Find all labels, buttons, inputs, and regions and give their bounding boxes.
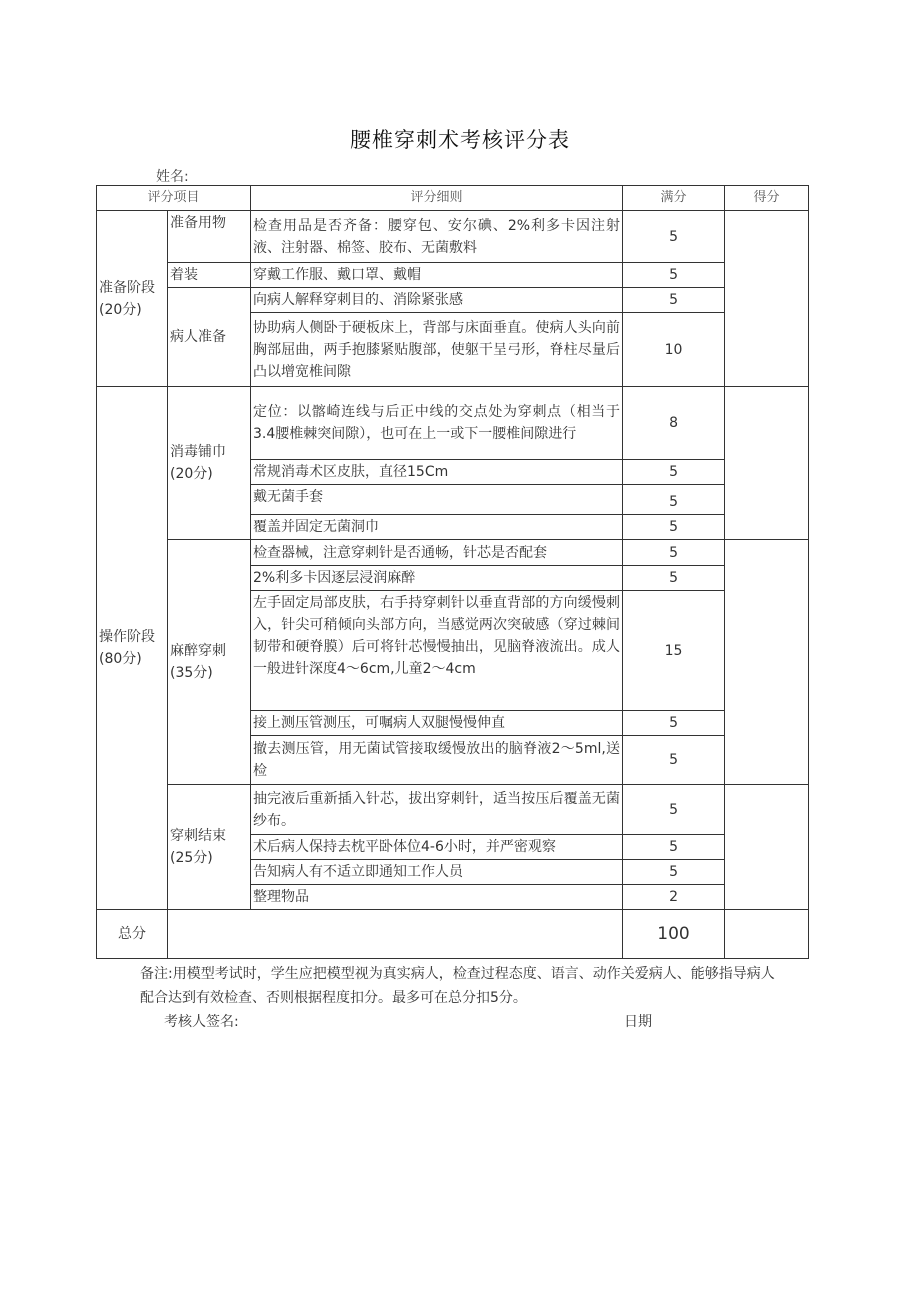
row-detail: 穿戴工作服、戴口罩、戴帽 <box>251 263 623 288</box>
row-detail: 定位：以髂崎连线与后正中线的交点处为穿刺点（相当于3.4腰椎棘突间隙），也可在上一或下一腰椎间隙进行 <box>251 387 623 460</box>
row-score: 5 <box>623 566 725 591</box>
row-score: 15 <box>623 591 725 711</box>
sub-disinfect: 消毒铺巾(20分) <box>168 387 251 540</box>
row-detail: 常规消毒术区皮肤，直径15Cm <box>251 460 623 485</box>
signer-label: 考核人签名: <box>164 1014 239 1030</box>
row-detail: 2%利多卡因逐层浸润麻醉 <box>251 566 623 591</box>
row-score: 5 <box>623 515 725 540</box>
page-title: 腰椎穿刺术考核评分表 <box>350 128 570 152</box>
stage-prep: 准备阶段(20分) <box>97 211 168 387</box>
header-got: 得分 <box>725 186 809 211</box>
header-full: 满分 <box>623 186 725 211</box>
row-score: 10 <box>623 313 725 387</box>
total-row <box>97 910 809 959</box>
row-score: 5 <box>623 785 725 835</box>
row-score: 5 <box>623 540 725 566</box>
sub-patient-prep: 病人准备 <box>168 288 251 387</box>
header-detail: 评分细则 <box>251 186 623 211</box>
sub-attire: 着装 <box>168 263 251 288</box>
table-header-row <box>97 186 809 211</box>
row-score: 5 <box>623 485 725 515</box>
row-detail: 告知病人有不适立即通知工作人员 <box>251 860 623 885</box>
row-score: 5 <box>623 835 725 860</box>
row-detail: 向病人解释穿刺目的、消除紧张感 <box>251 288 623 313</box>
row-detail: 检查器械，注意穿刺针是否通畅，针芯是否配套 <box>251 540 623 566</box>
date-label: 日期 <box>624 1014 652 1030</box>
row-score: 8 <box>623 387 725 460</box>
table-row <box>97 288 809 313</box>
table-row <box>97 785 809 835</box>
score-table <box>96 185 809 959</box>
row-score: 5 <box>623 860 725 885</box>
table-row <box>97 211 809 263</box>
stage-op: 操作阶段(80分) <box>97 387 168 910</box>
row-detail: 覆盖并固定无菌洞巾 <box>251 515 623 540</box>
got-cell-anesthesia[interactable] <box>725 540 809 785</box>
row-score: 5 <box>623 460 725 485</box>
total-got-cell[interactable] <box>725 910 809 959</box>
total-value: 100 <box>623 910 725 959</box>
row-detail: 戴无菌手套 <box>251 485 623 515</box>
table-row <box>97 387 809 460</box>
row-detail: 左手固定局部皮肤，右手持穿刺针以垂直背部的方向缓慢刺入，针尖可稍倾向头部方向，当感觉两次突破感（穿过棘间韧带和硬脊膜）后可将针芯慢慢抽出，见脑脊液流出。成人一般进针深度4〜6cm,儿童2〜4cm <box>251 591 623 711</box>
row-detail: 整理物品 <box>251 885 623 910</box>
row-detail: 接上测压管测压，可嘱病人双腿慢慢伸直 <box>251 711 623 736</box>
row-score: 5 <box>623 736 725 785</box>
row-score: 5 <box>623 263 725 288</box>
sub-finish: 穿刺结束(25分) <box>168 785 251 910</box>
got-cell-disinfect[interactable] <box>725 387 809 540</box>
row-score: 5 <box>623 711 725 736</box>
header-item: 评分项目 <box>97 186 251 211</box>
sub-materials: 准备用物 <box>168 211 251 263</box>
got-cell-prep[interactable] <box>725 211 809 387</box>
table-row <box>97 540 809 566</box>
row-detail: 抽完液后重新插入针芯，拔出穿刺针，适当按压后覆盖无菌纱布。 <box>251 785 623 835</box>
row-detail: 撤去测压管，用无菌试管接取缓慢放出的脑脊液2〜5ml,送检 <box>251 736 623 785</box>
note-text: 备注:用模型考试时，学生应把模型视为真实病人，检查过程态度、语言、动作关爱病人、能够指导病人配合达到有效检查、否则根据程度扣分。最多可在总分扣5分。 <box>140 966 775 1006</box>
total-blank <box>168 910 623 959</box>
row-score: 2 <box>623 885 725 910</box>
table-row <box>97 263 809 288</box>
row-detail: 检查用品是否齐备：腰穿包、安尔碘、2%利多卡因注射液、注射器、棉签、胶布、无菌敷料 <box>251 211 623 263</box>
row-score: 5 <box>623 211 725 263</box>
sub-anesthesia: 麻醉穿刺(35分) <box>168 540 251 785</box>
row-detail: 协助病人侧卧于硬板床上，背部与床面垂直。使病人头向前胸部屈曲，两手抱膝紧贴腹部，使躯干呈弓形，脊柱尽量后凸以增宽椎间隙 <box>251 313 623 387</box>
total-label: 总分 <box>97 910 168 959</box>
row-detail: 术后病人保持去枕平卧体位4-6小时，并严密观察 <box>251 835 623 860</box>
row-score: 5 <box>623 288 725 313</box>
name-label: 姓名: <box>156 169 189 185</box>
got-cell-finish[interactable] <box>725 785 809 910</box>
